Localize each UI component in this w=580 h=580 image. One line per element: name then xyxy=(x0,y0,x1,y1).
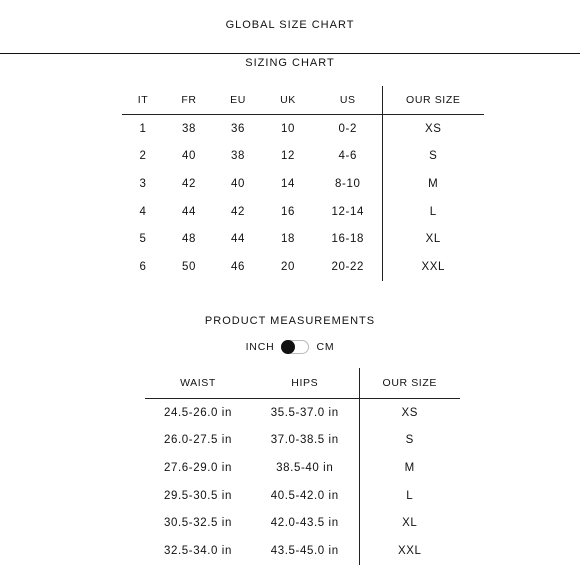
column-header-waist: WAIST xyxy=(145,368,251,399)
table-cell: L xyxy=(359,482,460,510)
table-cell: 37.0-38.5 in xyxy=(270,434,339,447)
product-measurements-title: PRODUCT MEASUREMENTS xyxy=(204,315,376,327)
table-cell: 1 xyxy=(139,122,147,135)
table-cell: 42.0-43.5 in xyxy=(270,517,339,530)
table-cell: 36 xyxy=(231,122,245,135)
table-row xyxy=(145,537,460,565)
table-cell: 40.5-42.0 in xyxy=(270,489,339,502)
column-header-us: US xyxy=(314,86,382,115)
table-cell: 42 xyxy=(231,205,245,218)
product-measurements-table xyxy=(145,368,460,565)
table-cell: 43.5-45.0 in xyxy=(270,544,339,557)
column-header-it: IT xyxy=(122,86,164,115)
table-row xyxy=(145,482,460,510)
table-cell: 40 xyxy=(231,177,245,190)
table-row xyxy=(122,170,484,198)
table-cell: 5 xyxy=(139,233,147,246)
table-cell: 24.5-26.0 in xyxy=(164,406,232,419)
table-cell: 26.0-27.5 in xyxy=(164,434,232,447)
table-row xyxy=(122,143,484,171)
table-cell: 48 xyxy=(182,233,196,246)
column-header-our-size: OUR SIZE xyxy=(382,86,484,115)
table-cell: 20-22 xyxy=(331,260,364,273)
table-cell: 35.5-37.0 in xyxy=(270,406,339,419)
column-header-hips: HIPS xyxy=(251,368,359,399)
table-cell: S xyxy=(382,143,484,171)
table-cell: M xyxy=(382,170,484,198)
table-cell: XS xyxy=(382,115,484,143)
table-cell: 3 xyxy=(139,177,147,190)
table-row xyxy=(145,454,460,482)
table-cell: 4 xyxy=(139,205,147,218)
table-cell: 44 xyxy=(231,233,245,246)
unit-toggle-switch[interactable] xyxy=(281,340,309,354)
table-cell: 29.5-30.5 in xyxy=(164,489,232,502)
table-cell: S xyxy=(359,427,460,455)
table-cell: XL xyxy=(359,509,460,537)
table-cell: XL xyxy=(382,225,484,253)
table-cell: M xyxy=(359,454,460,482)
column-header-fr: FR xyxy=(164,86,214,115)
table-cell: 40 xyxy=(182,150,196,163)
table-cell: 38 xyxy=(231,150,245,163)
table-cell: 18 xyxy=(281,233,295,246)
table-row xyxy=(145,399,460,427)
table-cell: 32.5-34.0 in xyxy=(164,544,232,557)
table-cell: XXL xyxy=(382,253,484,281)
table-cell: 6 xyxy=(139,260,147,273)
table-cell: 46 xyxy=(231,260,245,273)
table-row xyxy=(145,509,460,537)
table-cell: 20 xyxy=(281,260,295,273)
table-cell: 2 xyxy=(139,150,147,163)
table-row xyxy=(145,427,460,455)
table-cell: 12 xyxy=(281,150,295,163)
table-row xyxy=(122,115,484,143)
table-cell: 8-10 xyxy=(335,177,361,190)
table-cell: 4-6 xyxy=(338,150,357,163)
table-row xyxy=(122,253,484,281)
table-cell: 10 xyxy=(281,122,295,135)
column-header-our-size: OUR SIZE xyxy=(359,368,460,399)
table-cell: 12-14 xyxy=(331,205,364,218)
table-row xyxy=(122,198,484,226)
table-cell: XS xyxy=(359,399,460,427)
table-cell: 44 xyxy=(182,205,196,218)
table-cell: 16-18 xyxy=(331,233,364,246)
sizing-chart-title: SIZING CHART xyxy=(245,57,335,69)
column-header-eu: EU xyxy=(214,86,262,115)
table-row xyxy=(122,225,484,253)
unit-label-inch[interactable]: INCH xyxy=(245,341,275,353)
unit-label-cm[interactable]: CM xyxy=(316,341,335,353)
table-cell: 0-2 xyxy=(338,122,357,135)
table-cell: 50 xyxy=(182,260,196,273)
toggle-knob xyxy=(281,340,295,354)
table-cell: 38.5-40 in xyxy=(276,461,334,474)
table-cell: 16 xyxy=(281,205,295,218)
table-cell: XXL xyxy=(359,537,460,565)
unit-toggle-row xyxy=(0,340,580,354)
page-title: GLOBAL SIZE CHART xyxy=(225,19,355,31)
page-header xyxy=(0,0,580,54)
sizing-chart-header-row xyxy=(122,86,484,115)
table-cell: L xyxy=(382,198,484,226)
product-measurements-header-row xyxy=(145,368,460,399)
sizing-chart-table xyxy=(122,86,484,281)
table-cell: 38 xyxy=(182,122,196,135)
column-header-uk: UK xyxy=(262,86,314,115)
table-cell: 30.5-32.5 in xyxy=(164,517,232,530)
table-cell: 14 xyxy=(281,177,295,190)
table-cell: 27.6-29.0 in xyxy=(164,461,232,474)
table-cell: 42 xyxy=(182,177,196,190)
